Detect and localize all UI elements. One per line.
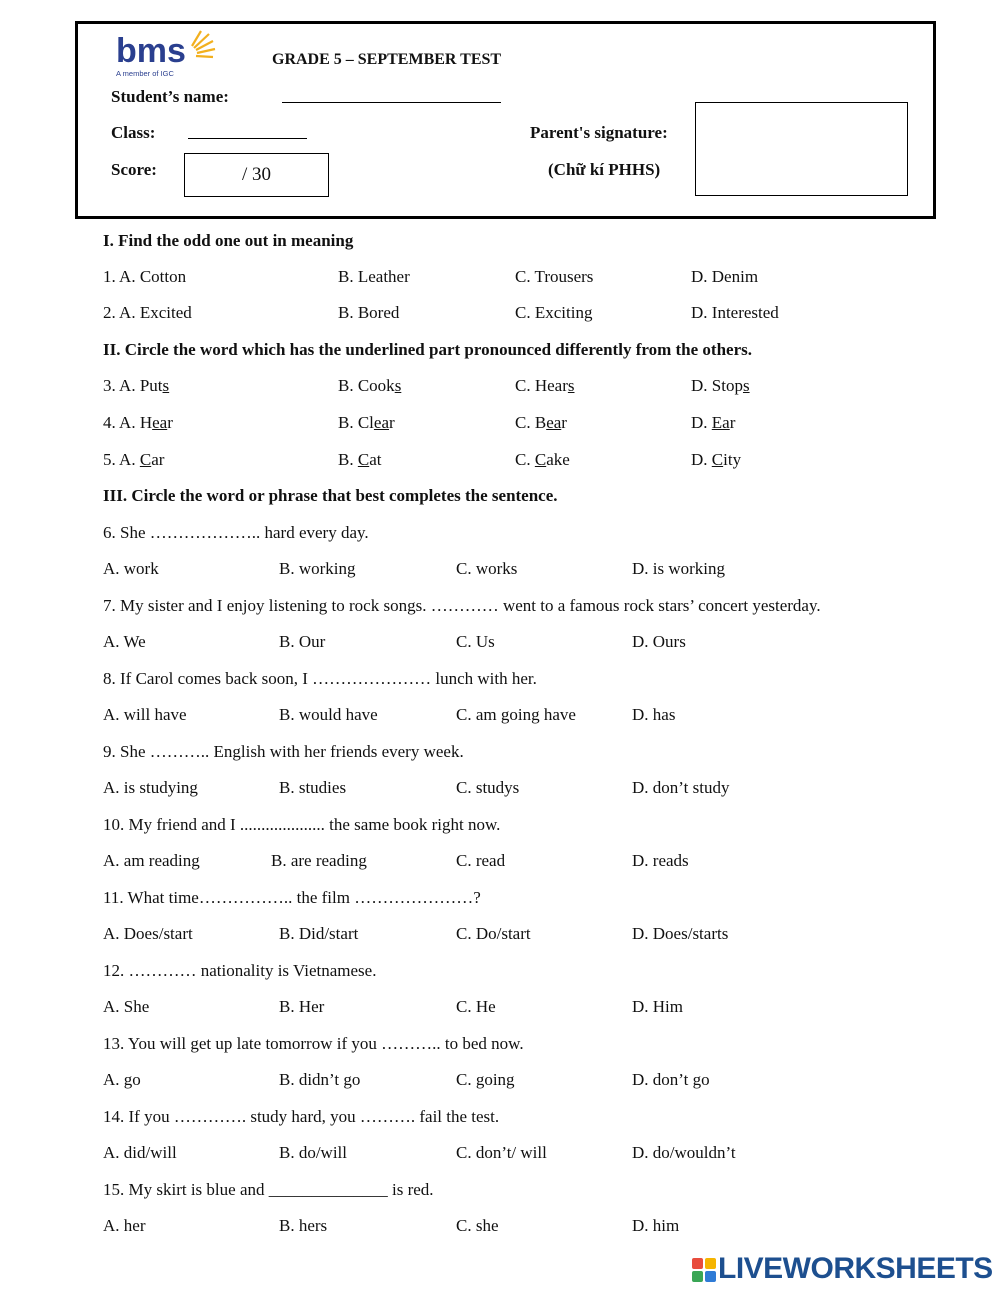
question-4-options bbox=[0, 413, 1000, 437]
liveworksheets-logo-icon bbox=[692, 1258, 716, 1282]
question-14-text: 14. If you …………. study hard, you ………. fail the test. bbox=[103, 1107, 500, 1126]
question-12-options bbox=[0, 997, 1000, 1021]
q1-option-a[interactable]: 1. A. Cotton bbox=[103, 267, 187, 286]
question-15-options bbox=[0, 1216, 1000, 1240]
question-1-options bbox=[0, 267, 1000, 291]
logo-text: bms bbox=[116, 32, 186, 70]
q7-option-a[interactable]: A. We bbox=[103, 632, 146, 651]
q12-option-d[interactable]: D. Him bbox=[632, 997, 683, 1016]
q6-option-c[interactable]: C. works bbox=[456, 559, 518, 578]
q5-option-d[interactable]: D. City bbox=[691, 450, 742, 469]
q3-option-b[interactable]: B. Cooks bbox=[338, 376, 402, 395]
q8-option-c[interactable]: C. am going have bbox=[456, 705, 576, 724]
question-3-options bbox=[0, 376, 1000, 400]
question-9-text: 9. She ……….. English with her friends every week. bbox=[103, 742, 464, 761]
question-10-options bbox=[0, 851, 1000, 875]
q7-option-b[interactable]: B. Our bbox=[279, 632, 326, 651]
question-11-text: 11. What time…………….. the film …………………? bbox=[103, 888, 481, 907]
q3-option-a[interactable]: 3. A. Puts bbox=[103, 376, 170, 395]
q13-option-d[interactable]: D. don’t go bbox=[632, 1070, 710, 1089]
q11-option-c[interactable]: C. Do/start bbox=[456, 924, 531, 943]
q6-option-a[interactable]: A. work bbox=[103, 559, 159, 578]
test-header bbox=[75, 21, 936, 219]
q9-option-b[interactable]: B. studies bbox=[279, 778, 347, 797]
q12-option-c[interactable]: C. He bbox=[456, 997, 496, 1016]
q5-option-c[interactable]: C. Cake bbox=[515, 450, 570, 469]
q10-option-c[interactable]: C. read bbox=[456, 851, 506, 870]
q6-option-d[interactable]: D. is working bbox=[632, 559, 726, 578]
question-6-options bbox=[0, 559, 1000, 583]
parent-signature-vn-label: (Chữ kí PHHS) bbox=[548, 160, 661, 179]
q10-option-a[interactable]: A. am reading bbox=[103, 851, 200, 870]
q9-option-c[interactable]: C. studys bbox=[456, 778, 520, 797]
q2-option-b[interactable]: B. Bored bbox=[338, 303, 400, 322]
q13-option-a[interactable]: A. go bbox=[103, 1070, 141, 1089]
q5-option-a[interactable]: 5. A. Car bbox=[103, 450, 165, 469]
q5-option-b[interactable]: B. Cat bbox=[338, 450, 382, 469]
question-15-text: 15. My skirt is blue and ______________ is red. bbox=[103, 1180, 434, 1199]
q14-option-d[interactable]: D. do/wouldn’t bbox=[632, 1143, 736, 1162]
q1-option-b[interactable]: B. Leather bbox=[338, 267, 410, 286]
q12-option-a[interactable]: A. She bbox=[103, 997, 150, 1016]
question-7-text: 7. My sister and I enjoy listening to rock songs. ………… went to a famous rock stars’ concert yesterday. bbox=[103, 596, 821, 615]
section-3-heading: III. Circle the word or phrase that best completes the sentence. bbox=[103, 486, 558, 505]
q11-option-a[interactable]: A. Does/start bbox=[103, 924, 193, 943]
question-8-options bbox=[0, 705, 1000, 729]
question-5-options bbox=[0, 450, 1000, 474]
q1-option-d[interactable]: D. Denim bbox=[691, 267, 759, 286]
q4-option-d[interactable]: D. Ear bbox=[691, 413, 736, 432]
test-title: GRADE 5 – SEPTEMBER TEST bbox=[272, 51, 502, 68]
q13-option-b[interactable]: B. didn’t go bbox=[279, 1070, 361, 1089]
q3-option-c[interactable]: C. Hears bbox=[515, 376, 575, 395]
q12-option-b[interactable]: B. Her bbox=[279, 997, 325, 1016]
question-9-options bbox=[0, 778, 1000, 802]
q8-option-b[interactable]: B. would have bbox=[279, 705, 378, 724]
q14-option-c[interactable]: C. don’t/ will bbox=[456, 1143, 547, 1162]
q4-option-c[interactable]: C. Bear bbox=[515, 413, 567, 432]
question-11-options bbox=[0, 924, 1000, 948]
q10-option-b[interactable]: B. are reading bbox=[271, 851, 367, 870]
student-name-label: Student’s name: bbox=[111, 87, 229, 106]
q14-option-b[interactable]: B. do/will bbox=[279, 1143, 348, 1162]
section-2-heading: II. Circle the word which has the underlined part pronounced differently from the others. bbox=[103, 340, 752, 359]
q7-option-d[interactable]: D. Ours bbox=[632, 632, 686, 651]
question-13-text: 13. You will get up late tomorrow if you ……….. to bed now. bbox=[103, 1034, 524, 1053]
question-10-text: 10. My friend and I .................... the same book right now. bbox=[103, 815, 501, 834]
q7-option-c[interactable]: C. Us bbox=[456, 632, 495, 651]
question-12-text: 12. ………… nationality is Vietnamese. bbox=[103, 961, 377, 980]
q15-option-c[interactable]: C. she bbox=[456, 1216, 499, 1235]
score-box: / 30 bbox=[184, 153, 329, 197]
q1-option-c[interactable]: C. Trousers bbox=[515, 267, 594, 286]
q13-option-c[interactable]: C. going bbox=[456, 1070, 515, 1089]
q4-option-b[interactable]: B. Clear bbox=[338, 413, 395, 432]
question-7-options bbox=[0, 632, 1000, 656]
q4-option-a[interactable]: 4. A. Hear bbox=[103, 413, 173, 432]
student-name-line[interactable] bbox=[282, 102, 501, 103]
q2-option-a[interactable]: 2. A. Excited bbox=[103, 303, 192, 322]
q8-option-d[interactable]: D. has bbox=[632, 705, 676, 724]
school-logo bbox=[116, 30, 216, 80]
q9-option-d[interactable]: D. don’t study bbox=[632, 778, 730, 797]
parent-signature-label: Parent's signature: bbox=[530, 123, 668, 142]
score-label: Score: bbox=[111, 160, 157, 179]
question-13-options bbox=[0, 1070, 1000, 1094]
question-6-text: 6. She ……………….. hard every day. bbox=[103, 523, 369, 542]
q11-option-d[interactable]: D. Does/starts bbox=[632, 924, 729, 943]
question-8-text: 8. If Carol comes back soon, I ………………… lunch with her. bbox=[103, 669, 537, 688]
q6-option-b[interactable]: B. working bbox=[279, 559, 356, 578]
q2-option-c[interactable]: C. Exciting bbox=[515, 303, 593, 322]
q14-option-a[interactable]: A. did/will bbox=[103, 1143, 177, 1162]
parent-signature-box[interactable] bbox=[695, 102, 908, 196]
brand-wordmark: LIVEWORKSHEETS bbox=[718, 1252, 993, 1285]
logo-subtext: A member of IGC bbox=[116, 69, 174, 78]
question-2-options bbox=[0, 303, 1000, 327]
section-1-heading: I. Find the odd one out in meaning bbox=[103, 231, 354, 250]
q8-option-a[interactable]: A. will have bbox=[103, 705, 187, 724]
q15-option-d[interactable]: D. him bbox=[632, 1216, 680, 1235]
class-line[interactable] bbox=[188, 138, 307, 139]
q11-option-b[interactable]: B. Did/start bbox=[279, 924, 359, 943]
question-14-options bbox=[0, 1143, 1000, 1167]
q15-option-a[interactable]: A. her bbox=[103, 1216, 146, 1235]
q2-option-d[interactable]: D. Interested bbox=[691, 303, 779, 322]
q9-option-a[interactable]: A. is studying bbox=[103, 778, 198, 797]
q15-option-b[interactable]: B. hers bbox=[279, 1216, 328, 1235]
q3-option-d[interactable]: D. Stops bbox=[691, 376, 750, 395]
class-label: Class: bbox=[111, 123, 156, 142]
q10-option-d[interactable]: D. reads bbox=[632, 851, 689, 870]
